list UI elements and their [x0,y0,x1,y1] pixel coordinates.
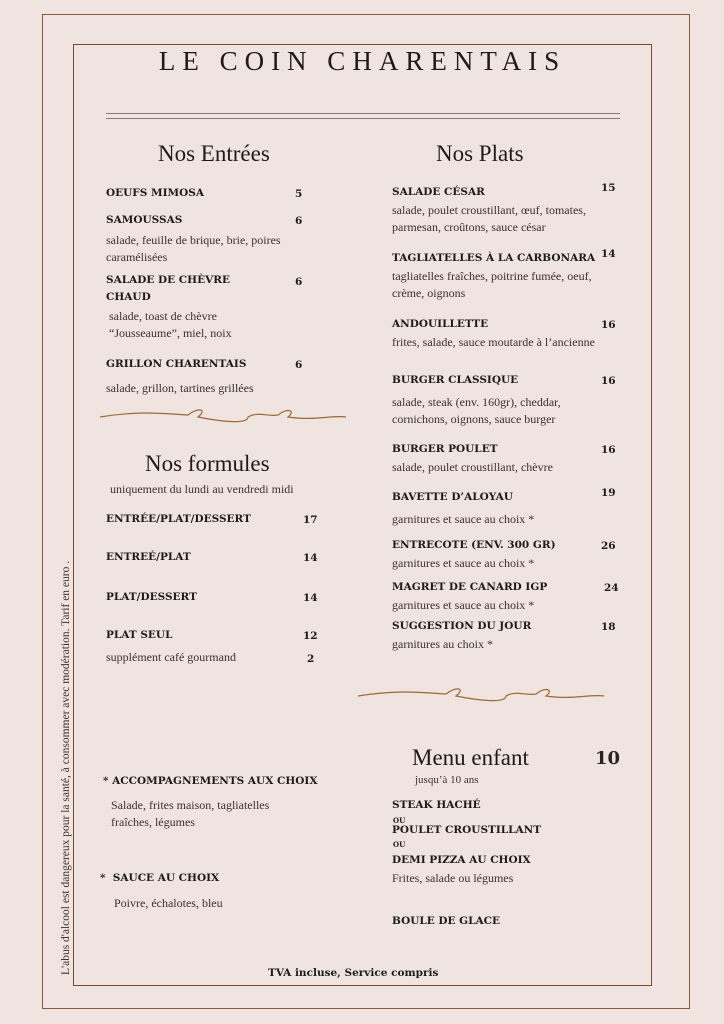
formule-name: PLAT SEUL [106,629,173,641]
plat-price: 15 [601,182,616,194]
plat-name: SUGGESTION DU JOUR [392,620,532,632]
entree-desc: salade, grillon, tartines grillées [106,381,254,395]
entree-price: 6 [295,215,303,227]
enfant-heading: Menu enfant [412,745,529,770]
formules-heading: Nos formules [145,451,270,476]
plat-desc: garnitures et sauce au choix * [392,598,535,612]
plat-name: BAVETTE D’ALOYAU [392,491,513,503]
sauce-desc: Poivre, échalotes, bleu [114,896,223,910]
entree-name: SAMOUSSAS [106,214,183,226]
plat-price: 26 [601,540,616,552]
entree-name: SALADE DE CHÈVRE CHAUD [106,274,230,303]
restaurant-title: LE COIN CHARENTAIS [158,46,567,76]
formule-price: 12 [303,630,318,642]
enfant-price: 10 [595,748,621,769]
plat-desc: tagliatelles fraîches, poitrine fumée, oeuf, crème, oignons [392,269,592,300]
alcohol-disclaimer: L'abus d'alcool est dangereux pour la santé, à consommer avec modération. Tarif en euro . [60,560,72,975]
entree-price: 6 [295,276,303,288]
plat-price: 19 [601,487,616,499]
enfant-choice: POULET CROUSTILLANT [392,824,542,836]
footer-note: TVA incluse, Service compris [268,967,439,979]
plat-price: 14 [601,248,616,260]
enfant-choice: STEAK HACHÉ [392,799,481,811]
plat-price: 16 [601,444,616,456]
plat-name: BURGER POULET [392,443,498,455]
plat-name: ANDOUILLETTE [392,318,489,330]
plat-desc: garnitures au choix * [392,637,493,651]
formule-extra: supplément café gourmand [106,650,236,664]
formule-name: PLAT/DESSERT [106,591,197,603]
ornament-divider [98,405,348,427]
sauce-title: * SAUCE AU CHOIX [100,872,220,884]
formule-price: 14 [303,552,318,564]
plats-heading: Nos Plats [436,141,524,166]
plat-name: BURGER CLASSIQUE [392,374,519,386]
plat-desc: salade, poulet croustillant, chèvre [392,460,553,474]
enfant-choice: DEMI PIZZA AU CHOIX [392,854,531,866]
entree-price: 5 [295,188,303,200]
enfant-subtitle: jusqu’à 10 ans [415,774,479,786]
plat-name: ENTRECOTE (ENV. 300 GR) [392,539,556,551]
ornament-divider [356,684,606,706]
formule-name: ENTREÉ/PLAT [106,551,191,563]
plat-desc: garnitures et sauce au choix * [392,556,535,570]
entree-price: 6 [295,359,303,371]
formules-subtitle: uniquement du lundi au vendredi midi [110,482,294,496]
plat-desc: garnitures et sauce au choix * [392,512,535,526]
entree-name: GRILLON CHARENTAIS [106,358,247,370]
plat-price: 24 [604,582,619,594]
entree-desc: salade, feuille de brique, brie, poires caramélisées [106,233,281,264]
formule-extra-price: 2 [307,653,315,665]
entrees-heading: Nos Entrées [158,141,270,166]
plat-name: MAGRET DE CANARD IGP [392,581,548,593]
entree-name: OEUFS MIMOSA [106,187,205,199]
title-divider [106,113,620,119]
plat-price: 16 [601,319,616,331]
plat-name: TAGLIATELLES À LA CARBONARA [392,252,596,264]
plat-price: 18 [601,621,616,633]
accompagnements-desc: Salade, frites maison, tagliatelles fraîches, légumes [111,798,270,829]
plat-desc: salade, poulet croustillant, œuf, tomates, parmesan, croûtons, sauce césar [392,203,586,234]
formule-price: 14 [303,592,318,604]
enfant-sides: Frites, salade ou légumes [392,871,514,885]
formule-name: ENTRÉE/PLAT/DESSERT [106,513,251,525]
ou-label: OU [393,840,406,849]
plat-name: SALADE CÉSAR [392,186,485,198]
ou-label: OU [393,816,406,825]
formule-price: 17 [303,514,318,526]
enfant-dessert: BOULE DE GLACE [392,915,501,927]
plat-desc: salade, steak (env. 160gr), cheddar, cornichons, oignons, sauce burger [392,395,561,426]
accompagnements-title: * ACCOMPAGNEMENTS AUX CHOIX [103,775,318,787]
plat-price: 16 [601,375,616,387]
plat-desc: frites, salade, sauce moutarde à l’ancienne [392,335,595,349]
entree-desc: salade, toast de chèvre “Jousseaume”, miel, noix [109,309,232,340]
